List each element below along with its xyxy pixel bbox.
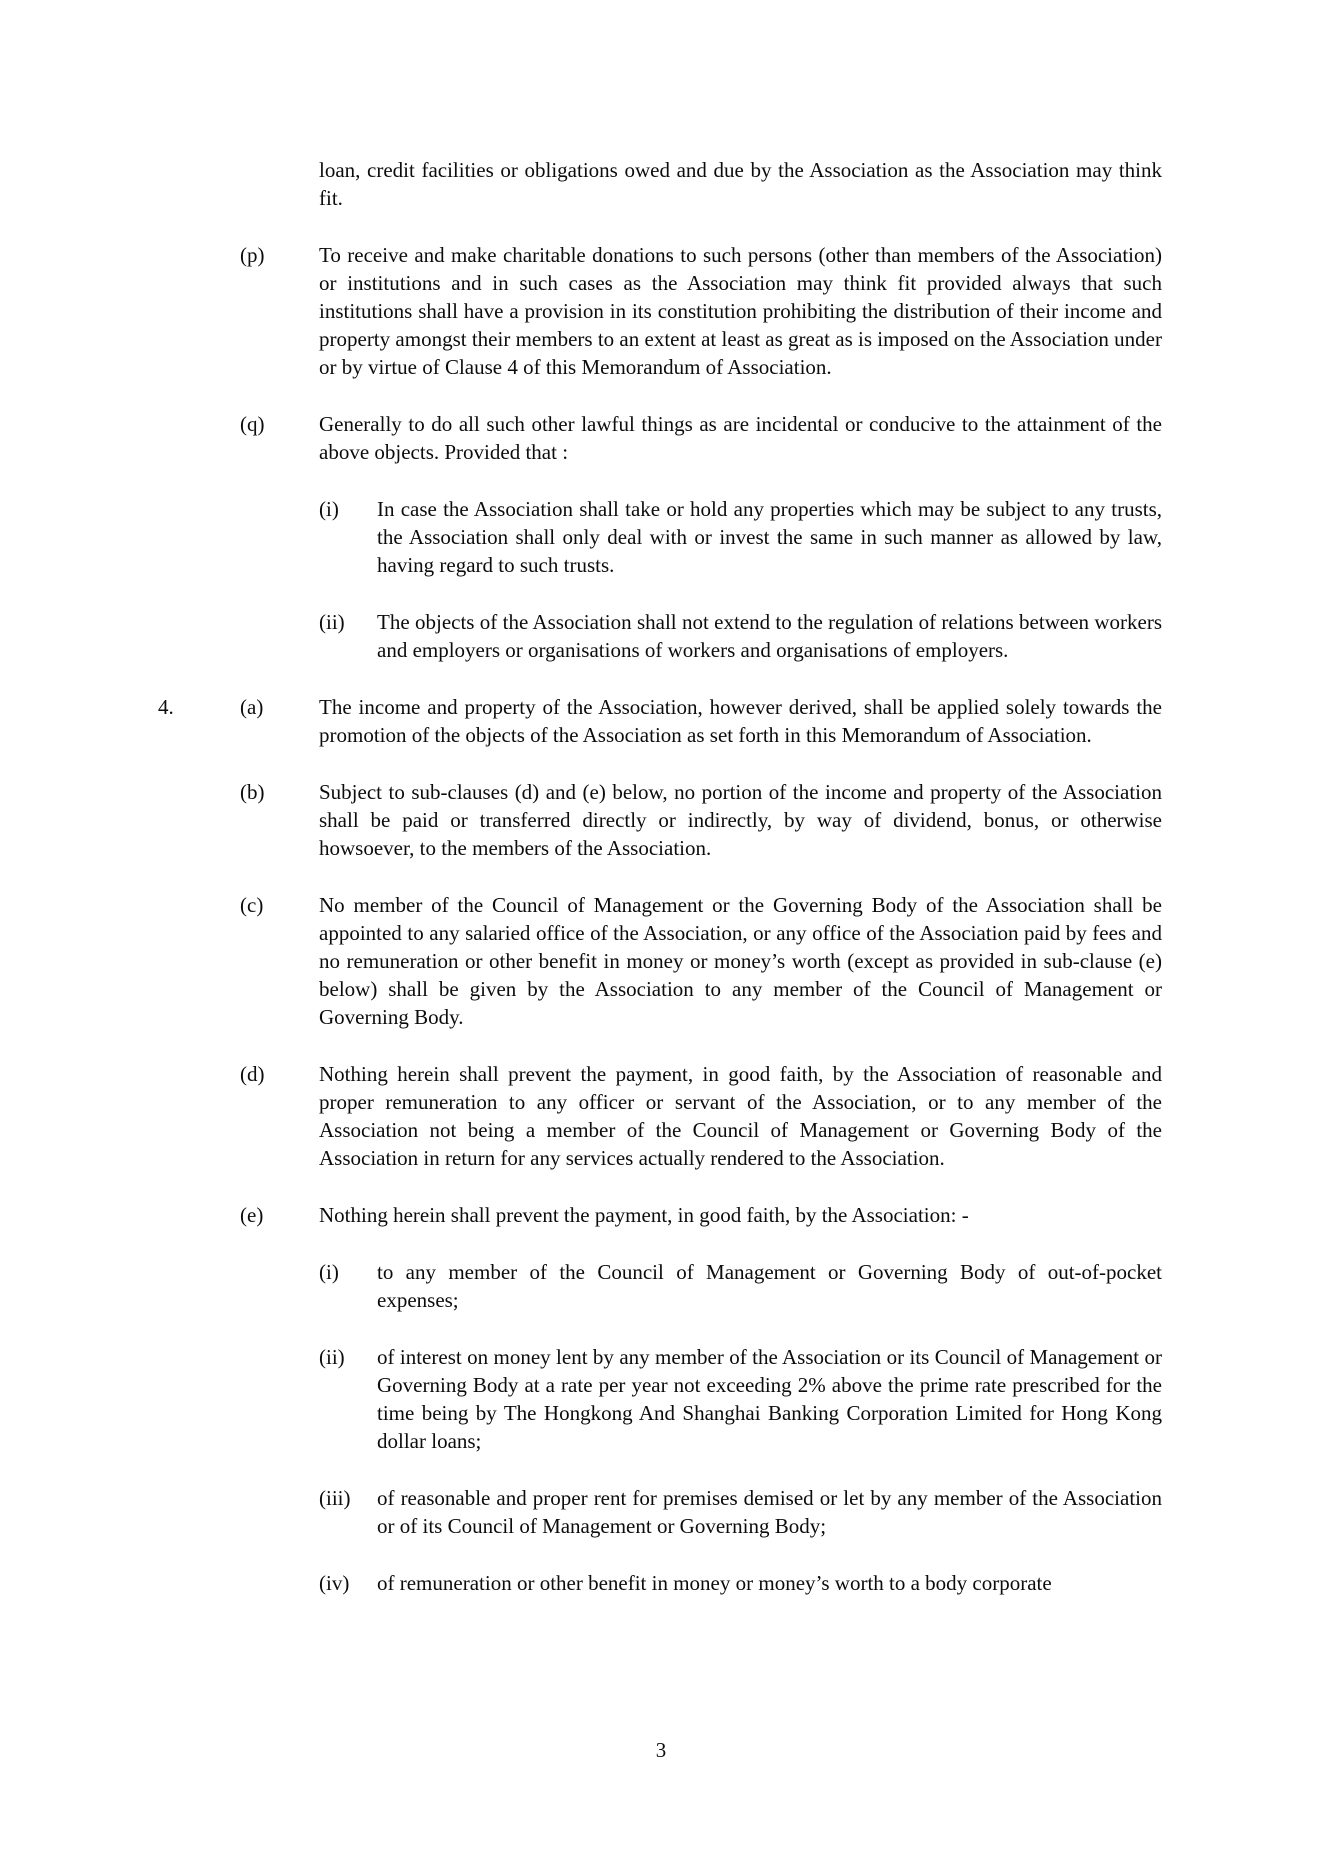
clause-block-4b <box>158 778 1162 862</box>
sub-clause-label: (iv) <box>319 1571 350 1595</box>
page-number: 3 <box>655 1738 667 1762</box>
sub-clause-text: In case the Association shall take or hold any properties which may be subject to any trusts, the Association shall only deal with or invest the same in such manner as allowed by law, having regard to such trusts. <box>377 497 1162 577</box>
clause-label: (c) <box>240 893 264 917</box>
clause-label: (a) <box>240 695 264 719</box>
sub-clause-q-ii <box>319 608 1162 664</box>
clause-label: (e) <box>240 1203 264 1227</box>
clause-text: Nothing herein shall prevent the payment, in good faith, by the Association of reasonable and proper remuneration to any officer or servant of the Association, or to any member of the Association not being a member of the Council of Management or Governing Body of the Association in return for any services actually rendered to the Association. <box>319 1062 1162 1170</box>
clause-text: Generally to do all such other lawful things as are incidental or conducive to the attainment of the above objects. Provided that : <box>319 412 1162 464</box>
clause-block-continuation <box>158 156 1162 212</box>
sub-clause-e-i <box>319 1258 1162 1314</box>
clause-label: (p) <box>240 243 265 267</box>
clause-label: (b) <box>240 780 265 804</box>
clause-block-4e <box>158 1201 1162 1597</box>
clause-text: No member of the Council of Management or the Governing Body of the Association shall be appointed to any salaried office of the Association, or any office of the Association paid by fees and no remuneration or other benefit in money or money’s worth (except as provided in sub-clause (e) below) shall be given by the Association to any member of the Council of Management or Governing Body. <box>319 893 1162 1029</box>
clause-text: Nothing herein shall prevent the payment, in good faith, by the Association: - <box>319 1203 969 1227</box>
clause-number: 4. <box>158 695 174 719</box>
sub-clause-label: (iii) <box>319 1486 351 1510</box>
clause-block-4d <box>158 1060 1162 1172</box>
sub-clause-text: of interest on money lent by any member of the Association or its Council of Management or Governing Body at a rate per year not exceeding 2% above the prime rate prescribed for the time being by The Hongkong And Shanghai Banking Corporation Limited for Hong Kong dollar loans; <box>377 1345 1162 1453</box>
sub-clause-label: (i) <box>319 1260 339 1284</box>
clause-block-q <box>158 410 1162 664</box>
sub-clause-text: to any member of the Council of Management or Governing Body of out-of-pocket expenses; <box>377 1260 1162 1312</box>
sub-clause-text: of remuneration or other benefit in money or money’s worth to a body corporate <box>377 1571 1052 1595</box>
clause-text: The income and property of the Association, however derived, shall be applied solely towards the promotion of the objects of the Association as set forth in this Memorandum of Association. <box>319 695 1162 747</box>
clause-label: (q) <box>240 412 265 436</box>
clause-block-p <box>158 241 1162 381</box>
sub-clause-e-ii <box>319 1343 1162 1455</box>
sub-clause-label: (ii) <box>319 1345 345 1369</box>
sub-clause-text: of reasonable and proper rent for premises demised or let by any member of the Association or of its Council of Management or Governing Body; <box>377 1486 1162 1538</box>
clause-text: loan, credit facilities or obligations owed and due by the Association as the Association may think fit. <box>319 158 1162 210</box>
clause-label: (d) <box>240 1062 265 1086</box>
clause-block-4a <box>158 693 1162 749</box>
sub-clause-e-iii <box>319 1484 1162 1540</box>
clause-text: Subject to sub-clauses (d) and (e) below, no portion of the income and property of the Association shall be paid or transferred directly or indirectly, by way of dividend, bonus, or otherwise howsoever, to the members of the Association. <box>319 780 1162 860</box>
sub-clause-text: The objects of the Association shall not extend to the regulation of relations between workers and employers or organisations of workers and organisations of employers. <box>377 610 1162 662</box>
sub-clause-e-iv <box>319 1569 1162 1597</box>
sub-clause-label: (ii) <box>319 610 345 634</box>
sub-clause-label: (i) <box>319 497 339 521</box>
clause-block-4c <box>158 891 1162 1031</box>
clause-text: To receive and make charitable donations to such persons (other than members of the Association) or institutions and in such cases as the Association may think fit provided always that such institutions shall have a provision in its constitution prohibiting the distribution of their income and property amongst their members to an extent at least as great as is imposed on the Association under or by virtue of Clause 4 of this Memorandum of Association. <box>319 243 1162 379</box>
sub-clause-q-i <box>319 495 1162 579</box>
